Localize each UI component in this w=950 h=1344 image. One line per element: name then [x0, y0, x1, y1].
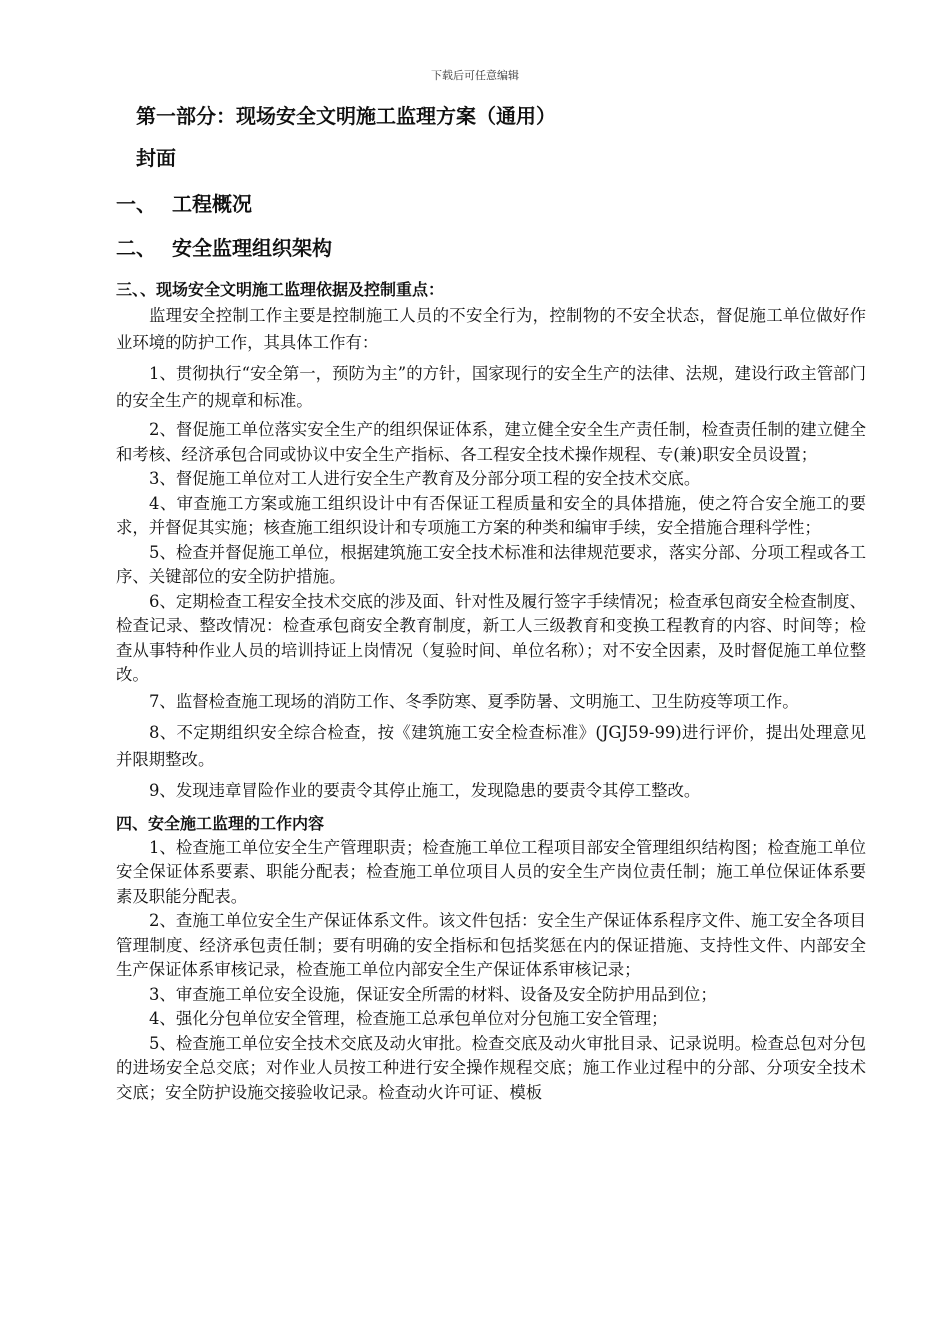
list-item: 7、监督检查施工现场的消防工作、冬季防寒、夏季防暑、文明施工、卫生防疫等项工作。	[149, 691, 799, 711]
section-heading-4: 四、安全施工监理的工作内容	[116, 813, 325, 833]
list-item: 4、强化分包单位安全管理，检查施工总承包单位对分包施工安全管理；	[149, 1009, 668, 1028]
list-item: 4、审查施工方案或施工组织设计中有否保证工程质量和安全的具体措施，使之符合安全施工的要求，并督促其实施；核查施工组织设计和专项施工方案的种类和编审手续，安全措施合理科学性；	[116, 493, 866, 537]
list-item: 6、定期检查工程安全技术交底的涉及面、针对性及履行签字手续情况；检查承包商安全检查制度、检查记录、整改情况：检查承包商安全教育制度，新工人三级教育和变换工程教育的内容、时间等；检查从事特种作业人员的培训持证上岗情况（复验时间、单位名称）；对不安全因素，及时督促施工单位整改。	[116, 591, 866, 684]
list-item: 2、查施工单位安全生产保证体系文件。该文件包括：安全生产保证体系程序文件、施工安全各项目管理制度、经济承包责任制；要有明确的安全指标和包括奖惩在内的保证措施、支持性文件、内部安全生产保证体系审核记录，检查施工单位内部安全生产保证体系审核记录；	[116, 911, 866, 979]
section-heading-3: 三、、现场安全文明施工监理依据及控制重点：	[116, 280, 445, 299]
paragraph-intro: 监理安全控制工作主要是控制施工人员的不安全行为，控制物的不安全状态，督促施工单位做好作业环境的防护工作，其具体工作有：	[116, 306, 866, 352]
list-item: 5、检查并督促施工单位，根据建筑施工安全技术标准和法律规范要求，落实分部、分项工程或各工序、关键部位的安全防护措施。	[116, 542, 866, 586]
part-title: 第一部分：现场安全文明施工监理方案（通用）	[136, 104, 556, 128]
list-item: 1、检查施工单位安全生产管理职责；检查施工单位工程项目部安全管理组织结构图；检查施工单位安全保证体系要素、职能分配表；检查施工单位项目人员的安全生产岗位责任制；施工单位保证体系要素及职能分配表。	[116, 837, 866, 906]
section-title: 工程概况	[172, 192, 252, 216]
cover-title: 封面	[136, 146, 176, 170]
header-note: 下载后可任意编辑	[431, 69, 519, 82]
list-item: 9、发现违章冒险作业的要责令其停止施工，发现隐患的要责令其停工整改。	[149, 780, 701, 800]
list-item: 5、检查施工单位安全技术交底及动火审批。检查交底及动火审批目录、记录说明。检查总包对分包的进场安全总交底；对作业人员按工种进行安全操作规程交底；施工作业过程中的分部、分项安全技术交底；安全防护设施交接验收记录。检查动火许可证、模板	[116, 1033, 866, 1102]
list-item: 8、不定期组织安全综合检查，按《建筑施工安全检查标准》(JGJ59-99)进行评价，提出处理意见并限期整改。	[116, 722, 866, 769]
list-item: 3、督促施工单位对工人进行安全生产教育及分部分项工程的安全技术交底。	[149, 469, 701, 488]
section-title: 安全监理组织架构	[172, 236, 332, 260]
list-item: 2、督促施工单位落实安全生产的组织保证体系，建立健全安全生产责任制，检查责任制的建立健全和考核、经济承包合同或协议中安全生产指标、各工程安全技术操作规程、专(兼)职安全员设置；	[116, 420, 866, 464]
section-heading-2	[116, 232, 866, 276]
section-number: 二、	[116, 236, 156, 260]
section-number: 一、	[116, 192, 156, 216]
document-body	[116, 100, 866, 1105]
list-item: 3、审查施工单位安全设施，保证安全所需的材料、设备及安全防护用品到位；	[149, 984, 717, 1004]
list-item: 1、贯彻执行“安全第一，预防为主”的方针，国家现行的安全生产的法律、法规，建设行政主管部门的安全生产的规章和标准。	[116, 364, 866, 410]
section-heading-1	[116, 188, 866, 232]
